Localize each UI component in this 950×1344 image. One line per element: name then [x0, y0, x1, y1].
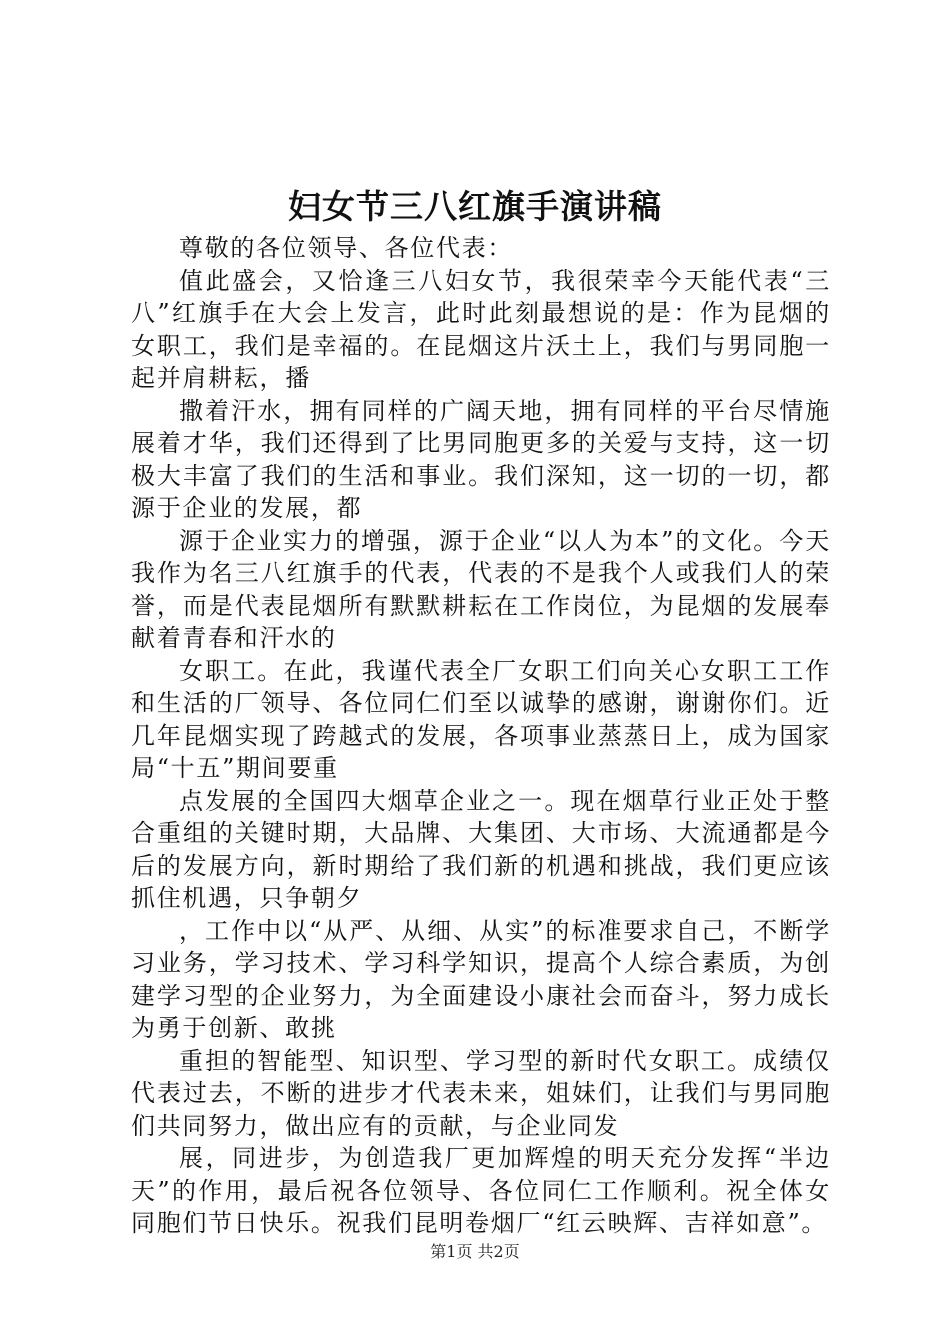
- page-number-footer: 第1页 共2页: [430, 1242, 520, 1261]
- paragraph: 点发展的全国四大烟草企业之一。现在烟草行业正处于整合重组的关键时期，大品牌、大集团、大市场、大流通都是今后的发展方向，新时期给了我们新的机遇和挑战，我们更应该抓住机遇，只争朝夕: [131, 786, 831, 912]
- paragraph: 源于企业实力的增强，源于企业“以人为本”的文化。今天我作为名三八红旗手的代表，代表的不是我个人或我们人的荣誉，而是代表昆烟所有默默耕耘在工作岗位，为昆烟的发展奉献着青春和汗水的: [131, 526, 831, 652]
- paragraph-salutation: 尊敬的各位领导、各位代表：: [179, 234, 514, 262]
- paragraph: 重担的智能型、知识型、学习型的新时代女职工。成绩仅代表过去，不断的进步才代表未来，姐妹们，让我们与男同胞们共同努力，做出应有的贡献，与企业同发: [131, 1046, 831, 1140]
- paragraph: 女职工。在此，我谨代表全厂女职工们向关心女职工工作和生活的厂领导、各位同仁们至以诚挚的感谢，谢谢你们。近几年昆烟实现了跨越式的发展，各项事业蒸蒸日上，成为国家局“十五”期间要重: [131, 656, 831, 782]
- paragraph: 展，同进步，为创造我厂更加辉煌的明天充分发挥“半边天”的作用，最后祝各位领导、各位同仁工作顺利。祝全体女同胞们节日快乐。祝我们昆明卷烟厂“红云映辉、吉祥如意”。: [131, 1144, 831, 1237]
- paragraph: 值此盛会，又恰逢三八妇女节，我很荣幸今天能代表“三八”红旗手在大会上发言，此时此刻最想说的是：作为昆烟的女职工，我们是幸福的。在昆烟这片沃土上，我们与男同胞一起并肩耕耘，播: [131, 266, 831, 392]
- paragraph: 撒着汗水，拥有同样的广阔天地，拥有同样的平台尽情施展着才华，我们还得到了比男同胞更多的关爱与支持，这一切极大丰富了我们的生活和事业。我们深知，这一切的一切，都源于企业的发展，都: [131, 396, 831, 522]
- paragraph: ，工作中以“从严、从细、从实”的标准要求自己，不断学习业务，学习技术、学习科学知识，提高个人综合素质，为创建学习型的企业努力，为全面建设小康社会而奋斗，努力成长为勇于创新、敢挑: [131, 916, 831, 1042]
- document-title: 妇女节三八红旗手演讲稿: [288, 187, 662, 226]
- document-body: [131, 232, 831, 1240]
